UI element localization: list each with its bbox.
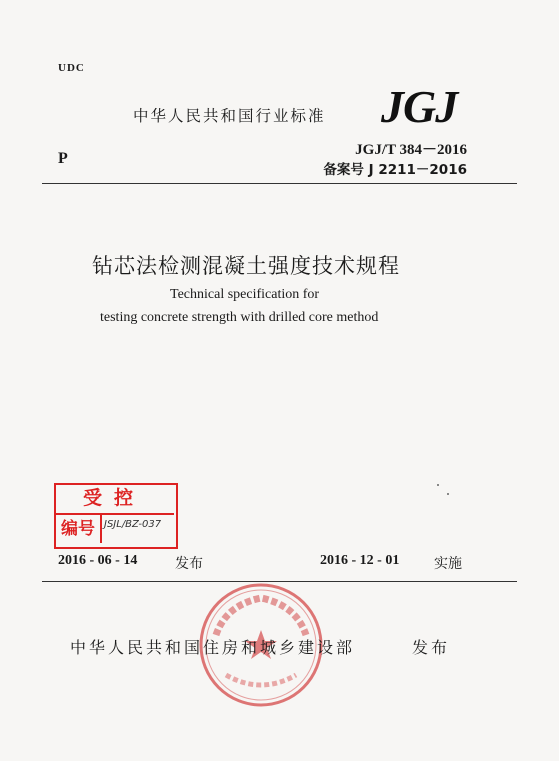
control-stamp-number-label: 编号 [56,515,102,543]
filing-number: 备案号 J 2211－2016 [323,162,467,178]
jgj-logo: JGJ [381,81,458,132]
control-stamp-number-value: JSJL/BZ-037 [104,519,162,530]
udc-label: UDC [58,62,85,74]
top-divider [42,183,517,184]
implement-date: 2016 - 12 - 01 [320,553,400,568]
issuing-ministry: 中华人民共和国住房和城乡建设部 [70,638,356,657]
issue-label: 发布 [175,556,203,572]
control-stamp-status: 受控 [54,483,174,515]
standard-number: JGJ/T 384－2016 [355,142,467,158]
classification-letter: P [58,150,68,167]
paper-speck [447,493,449,495]
standard-type: 中华人民共和国行业标准 [133,107,326,125]
issue-date: 2016 - 06 - 14 [58,553,138,568]
english-title-line1: Technical specification for [170,287,320,302]
paper-speck [437,484,439,486]
publish-label: 发布 [412,638,451,657]
implement-label: 实施 [434,556,462,572]
chinese-title: 钻芯法检测混凝土强度技术规程 [92,254,400,278]
english-title-line2: testing concrete strength with drilled core method [100,310,379,325]
